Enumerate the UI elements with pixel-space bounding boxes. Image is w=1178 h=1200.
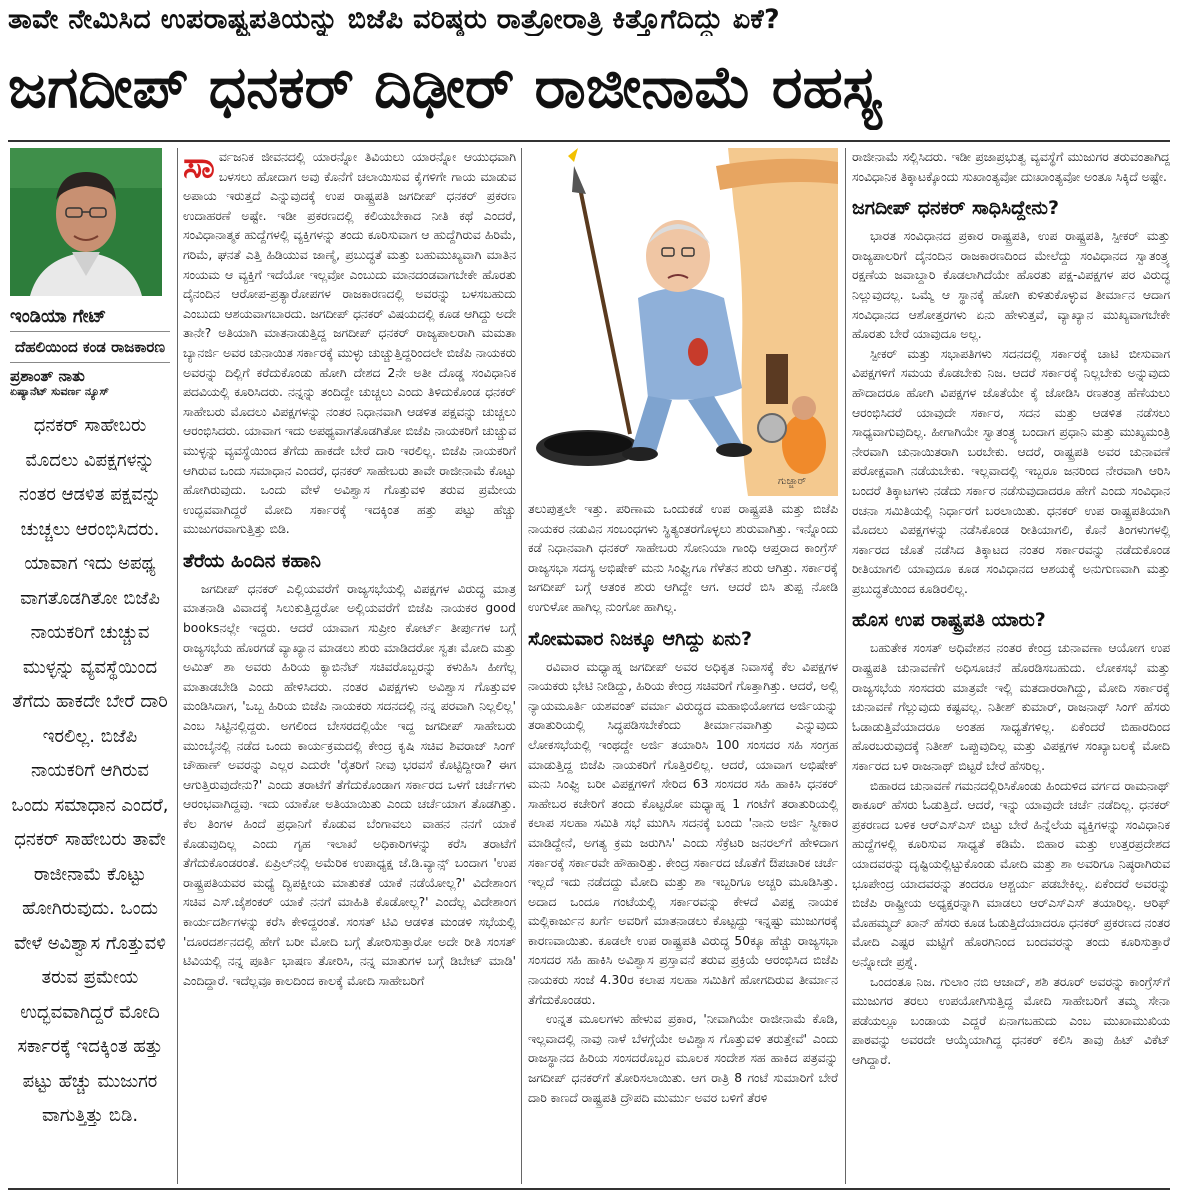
- article-paragraph: ಒಂದಂತೂ ನಿಜ. ಗುಲಾಂ ನಬಿ ಆಜಾದ್, ಶಶಿ ತರೂರ್ ಅವರನ್ನು ಕಾಂಗ್ರೆಸ್‌ಗೆ ಮುಜುಗರ ತರಲು ಉಪಯೋಗಿಸುತ್ತಿದ್ದ ಮೋದಿ ಸಾಹೇಬರಿಗೆ ತಮ್ಮ ಸೇನಾ ಪಡೆಯಲ್ಲೂ ಬಂಡಾಯ ಎದ್ದರೆ ಏನಾಗಬಹುದು ಎಂಬ ಮುಖಾಮುಖಿಯ ಪಾಠವನ್ನು ಅವರದೇ ಆಯ್ಕೆಯಾಗಿದ್ದ ಧನಕರ್ ಕಲಿಸಿ ತಾವು ಹಿಟ್ ವಿಕೆಟ್ ಆಗಿದ್ದಾರೆ.: [852, 974, 1170, 1067]
- byline-column: [10, 148, 170, 1182]
- author-name: ಪ್ರಶಾಂತ್ ನಾತು: [10, 367, 85, 385]
- author-outlet: ಏಷ್ಯಾನೆಟ್ ಸುವರ್ಣ ನ್ಯೂಸ್: [10, 385, 109, 398]
- section-heading: ಸೋಮವಾರ ನಿಜಕ್ಕೂ ಆಗಿದ್ದು ಏನು?: [528, 627, 752, 650]
- article-paragraph: ಉನ್ನತ ಮೂಲಗಳು ಹೇಳುವ ಪ್ರಕಾರ, 'ನೀವಾಗಿಯೇ ರಾಜೀನಾಮೆ ಕೊಡಿ, ಇಲ್ಲವಾದಲ್ಲಿ ನಾವು ನಾಳೆ ಬೆಳಗ್ಗೆಯೇ ಅವಿಶ್ವಾಸ ಗೊತ್ತುವಳಿ ತರುತ್ತೇವೆ' ಎಂದು ರಾಜಸ್ಥಾನದ ಹಿರಿಯ ಸಂಸದರೊಬ್ಬರ ಮೂಲಕ ಸಂದೇಶ ಸಹ ಹಾಕಿದ ಪತ್ರವನ್ನು ಜಗದೀಪ್ ಧನಕರ್‌ಗೆ ತೋರಿಸಲಾಯಿತು. ಆಗ ರಾತ್ರಿ 8 ಗಂಟೆ ಸುಮಾರಿಗೆ ಬೇರೆ ದಾರಿ ಕಾಣದೆ ರಾಷ್ಟ್ರಪತಿ ದ್ರೌಪದಿ ಮುರ್ಮು ಅವರ ಬಳಿಗೆ ತೆರಳಿ: [528, 1012, 838, 1105]
- column-divider: [521, 148, 522, 1184]
- section-heading: ಜಗದೀಪ್ ಧನಕರ್ ಸಾಧಿಸಿದ್ದೇನು?: [852, 197, 1059, 220]
- article-column-3: [528, 500, 838, 1184]
- article-paragraph: ತಲುಪುತ್ತಲೇ ಇತ್ತು. ಪರಿಣಾಮ ಒಂದುಕಡೆ ಉಪ ರಾಷ್ಟ್ರಪತಿ ಮತ್ತು ಬಿಜೆಪಿ ನಾಯಕರ ನಡುವಿನ ಸಂಬಂಧಗಳು ಸ್ಥಿತ್ಯಂತರಗೊಳ್ಳಲು ಶುರುವಾಗಿತ್ತು. ಇನ್ನೊಂದು ಕಡೆ ನಿಧಾನವಾಗಿ ಧನಕರ್ ಸಾಹೇಬರು ಸೋನಿಯಾ ಗಾಂಧಿ ಆಪ್ತರಾದ ಕಾಂಗ್ರೆಸ್ ರಾಜ್ಯಸಭಾ ಸದಸ್ಯ ಅಭಿಷೇಕ್ ಮನು ಸಿಂಘ್ವಿಗೂ ಗೆಳೆತನ ಶುರು ಆಗಿತ್ತು. ಸರ್ಕಾರಕ್ಕೆ ಜಗದೀಪ್ ಬಗ್ಗೆ ಆತಂಕ ಶುರು ಆಗಿದ್ದೇ ಆಗ. ಆದರೆ ಬಿಸಿ ತುಪ್ಪ ನೋಡಿ ಉಗುಳೋ ಹಾಗಿಲ್ಲ ನುಂಗೋ ಹಾಗಿಲ್ಲ.: [528, 502, 838, 614]
- column-divider: [177, 148, 178, 1184]
- column-name: ಇಂಡಿಯಾ ಗೇಟ್: [10, 306, 107, 327]
- kicker-line: ತಾವೇ ನೇಮಿಸಿದ ಉಪರಾಷ್ಟ್ರಪತಿಯನ್ನು ಬಿಜೆಪಿ ವರಿಷ್ಠರು ರಾತ್ರೋರಾತ್ರಿ ಕಿತ್ತೊಗೆದಿದ್ದು ಏಕೆ?: [8, 4, 780, 35]
- column-divider: [845, 148, 846, 1184]
- bottom-rule: [8, 1188, 1170, 1190]
- article-paragraph: ಭಾರತ ಸಂವಿಧಾನದ ಪ್ರಕಾರ ರಾಷ್ಟ್ರಪತಿ, ಉಪ ರಾಷ್ಟ್ರಪತಿ, ಸ್ಪೀಕರ್ ಮತ್ತು ರಾಜ್ಯಪಾಲರಿಗೆ ದೈನಂದಿನ ರಾಜಕಾರಣದಿಂದ ಮೇಲೆದ್ದು ಸಂವಿಧಾನದ ಸ್ವಾತಂತ್ರ್ಯ ರಕ್ಷಣೆಯ ಜವಾಬ್ದಾರಿ ಕೊಡಲಾಗಿದೆಯೇ ಹೊರತು ಪಕ್ಷ-ವಿಪಕ್ಷಗಳ ಪರ ವಿರುದ್ಧ ನಿಲ್ಲುವುದಲ್ಲ. ಒಮ್ಮೆ ಆ ಸ್ಥಾನಕ್ಕೆ ಹೋಗಿ ಕುಳಿತುಕೊಳ್ಳುವ ತೀರ್ಮಾನ ಆದಾಗ ಸಂವಿಧಾನದ ಆಶೋತ್ತರಗಳು ಏನು ಹೇಳುತ್ತವೆ, ವ್ಯಾಖ್ಯಾನ ಮುಖ್ಯವಾಗಬೇಕೇ ಹೊರತು ಬೇರೆ ಯಾವುದೂ ಅಲ್ಲ.: [852, 229, 1170, 342]
- article-paragraph: [183, 148, 516, 540]
- article-column-4: [852, 148, 1170, 1182]
- section-heading: ತೆರೆಯ ಹಿಂದಿನ ಕಹಾನಿ: [183, 549, 321, 572]
- section-heading: ಹೊಸ ಉಪ ರಾಷ್ಟ್ರಪತಿ ಯಾರು?: [852, 609, 1046, 632]
- article-paragraph: ಸ್ಪೀಕರ್ ಮತ್ತು ಸಭಾಪತಿಗಳು ಸದನದಲ್ಲಿ ಸರ್ಕಾರಕ್ಕೆ ಚಾಟಿ ಬೀಸುವಾಗ ವಿಪಕ್ಷಗಳಿಗೆ ಸಮಯ ಕೊಡಬೇಕು ನಿಜ. ಆದರೆ ಸರ್ಕಾರಕ್ಕೆ ನಿಲ್ಲಬೇಕು ಅನ್ನುವುದು ಹೌದಾದರೂ ಹೋಗಿ ವಿಪಕ್ಷಗಳ ಜೊತೆಯೇ ಕೈ ಜೋಡಿಸಿ ರಣತಂತ್ರ ಹೆಣೆಯಲು ಆರಂಭಿಸಿದರೆ ಯಾವುದೇ ಸರ್ಕಾರ, ಸದನ ಮತ್ತು ಆಡಳಿತ ನಡೆಸಲು ಸಾಧ್ಯವಾಗುವುದಿಲ್ಲ. ಹೀಗಾಗಿಯೇ ಸ್ವಾತಂತ್ರ್ಯ ಬಂದಾಗ ಪ್ರಧಾನಿ ಮತ್ತು ಮುಖ್ಯಮಂತ್ರಿ ನೇರವಾಗಿ ಚುನಾಯಿತರಾಗಿ ಬರಬೇಕು. ಆದರೆ, ರಾಷ್ಟ್ರಪತಿ ಅವರ ಚುನಾವಣೆ ಪರೋಕ್ಷವಾಗಿ ನಡೆಯಬೇಕು. ಇಲ್ಲವಾದಲ್ಲಿ ಇಬ್ಬರೂ ಜನರಿಂದ ನೇರವಾಗಿ ಆರಿಸಿ ಬಂದರೆ ತಿಕ್ಕಾಟಗಳು ನಡೆದು ಸರ್ಕಾರ ನಡೆಸುವುದಾದರೂ ಹೇಗೆ ಎಂದು ಸಂವಿಧಾನ ರಚನಾ ಸಮಿತಿಯಲ್ಲಿ ನಿರ್ಧಾರಗೆ ಬರಲಾಯಿತು. ಧನಕರ್ ಉಪ ರಾಷ್ಟ್ರಪತಿಯಾಗಿ ಮೊದಲು ವಿಪಕ್ಷಗಳನ್ನು ನಡೆಸಿಕೊಂಡ ರೀತಿಯಾಗಲಿ, ಕೊನೆ ತಿಂಗಳುಗಳಲ್ಲಿ ಸರ್ಕಾರದ ಜೊತೆ ನಡೆಸಿದ ತಿಕ್ಕಾಟದ ನಂತರ ಸರ್ಕಾರವನ್ನು ನಡೆದುಕೊಂಡ ರೀತಿಯಾಗಲಿ ಯಾವುದೂ ಕೂಡ ಸಂವಿಧಾನದ ಆಶಯಕ್ಕೆ ಅನುಗುಣವಾಗಿ ಮತ್ತು ಪ್ರಬುದ್ಧತೆಯಿಂದ ಕೂಡಿರಲಿಲ್ಲ.: [852, 346, 1170, 596]
- cartoon-illustration: [528, 148, 838, 496]
- cartoonist-signature: ಗುಜ್ಜಾರ್: [778, 476, 807, 487]
- pullquote: ಧನಕರ್ ಸಾಹೇಬರು ಮೊದಲು ವಿಪಕ್ಷಗಳನ್ನು ನಂತರ ಆಡಳಿತ ಪಕ್ಷವನ್ನು ಚುಚ್ಚಲು ಆರಂಭಿಸಿದರು. ಯಾವಾಗ ಇದು ಅಪಥ್ಯ ವಾಗತೊಡಗಿತೋ ಬಿಜೆಪಿ ನಾಯಕರಿಗೆ ಚುಚ್ಚುವ ಮುಳ್ಳನ್ನು ವ್ಯವಸ್ಥೆಯಿಂದ ತೆಗೆದು ಹಾಕದೇ ಬೇರೆ ದಾರಿ ಇರಲಿಲ್ಲ. ಬಿಜೆಪಿ ನಾಯಕರಿಗೆ ಆಗಿರುವ ಒಂದು ಸಮಾಧಾನ ಎಂದರೆ, ಧನಕರ್ ಸಾಹೇಬರು ತಾವೇ ರಾಜೀನಾಮೆ ಕೊಟ್ಟು ಹೋಗಿರುವುದು. ಒಂದು ವೇಳೆ ಅವಿಶ್ವಾಸ ಗೊತ್ತುವಳಿ ತರುವ ಪ್ರಮೇಯ ಉದ್ಭವವಾಗಿದ್ದರೆ ಮೋದಿ ಸರ್ಕಾರಕ್ಕೆ ಇದಕ್ಕಿಂತ ಹತ್ತು ಪಟ್ಟು ಹೆಚ್ಚು ಮುಜುಗರ ವಾಗುತ್ತಿತ್ತು ಬಿಡಿ.: [11, 415, 169, 1126]
- columnist-portrait: [10, 148, 162, 296]
- article-paragraph: ರಾಜೀನಾಮೆ ಸಲ್ಲಿಸಿದರು. ಇಡೀ ಪ್ರಜಾಪ್ರಭುತ್ವ ವ್ಯವಸ್ಥೆಗೆ ಮುಜುಗರ ತರುವಂತಾಗಿದ್ದ ಸಂವಿಧಾನಿಕ ತಿಕ್ಕಾಟಕ್ಕೊಂದು ಸುಖಾಂತ್ಯವೋ ದುಃಖಾಂತ್ಯವೋ ಅಂತೂ ಸಿಕ್ಕಿದೆ ಅಷ್ಟೇ.: [852, 150, 1170, 184]
- article-paragraph: ಬಿಹಾರದ ಚುನಾವಣೆ ಗಮನದಲ್ಲಿರಿಸಿಕೊಂಡು ಹಿಂದುಳಿದ ವರ್ಗದ ರಾಮನಾಥ್ ಠಾಕೂರ್ ಹೆಸರು ಓಡುತ್ತಿದೆ. ಆದರೆ, ಇನ್ನು ಯಾವುದೇ ಚರ್ಚೆ ನಡೆದಿಲ್ಲ. ಧನಕರ್ ಪ್ರಕರಣದ ಬಳಿಕ ಆರ್‌ಎಸ್‌ಎಸ್ ಬಿಟ್ಟು ಬೇರೆ ಹಿನ್ನೆಲೆಯ ವ್ಯಕ್ತಿಗಳನ್ನು ಸಂವಿಧಾನಿಕ ಹುದ್ದೆಗಳಲ್ಲಿ ಕೂರಿಸುವ ಸಾಧ್ಯತೆ ಕಡಿಮೆ. ಬಿಹಾರ ಮತ್ತು ಉತ್ತರಪ್ರದೇಶದ ಯಾದವರನ್ನು ದೃಷ್ಟಿಯಲ್ಲಿಟ್ಟುಕೊಂಡು ಮೋದಿ ಮತ್ತು ಶಾ ಅವರಿಗೂ ನಿಷ್ಠರಾಗಿರುವ ಭೂಪೇಂದ್ರ ಯಾದವರನ್ನು ತಂದರೂ ಆಶ್ಚರ್ಯ ಪಡಬೇಕಿಲ್ಲ. ಏಕೆಂದರೆ ಅವರನ್ನು ಬಿಜೆಪಿ ರಾಷ್ಟ್ರೀಯ ಅಧ್ಯಕ್ಷರನ್ನಾಗಿ ಮಾಡಲು ಆರ್‌ಎಸ್‌ಎಸ್ ತಯಾರಿಲ್ಲ. ಆರಿಫ್ ಮೊಹಮ್ಮದ್ ಖಾನ್ ಹೆಸರು ಕೂಡ ಓಡುತ್ತಿದೆಯಾದರೂ ಧನಕರ್ ಪ್ರಕರಣದ ನಂತರ ಮೋದಿ ಎಷ್ಟರ ಮಟ್ಟಿಗೆ ಹೊರಗಿನಿಂದ ಬಂದವರನ್ನು ತಂದು ಕೂರಿಸುತ್ತಾರೆ ಅನ್ನೋದೇ ಪ್ರಶ್ನೆ.: [852, 778, 1170, 969]
- paragraph-text: ರ್ವಜನಿಕ ಜೀವನದಲ್ಲಿ ಯಾರನ್ನೋ ತಿವಿಯಲು ಯಾರನ್ನೋ ಆಯುಧವಾಗಿ ಬಳಸಲು ಹೋದಾಗ ಅವು ಕೊನೆಗೆ ಚಲಾಯಿಸುವ ಕೈಗಳಿಗೇ ಗಾಯ ಮಾಡುವ ಅಪಾಯ ಇರುತ್ತದೆ ಎನ್ನುವುದಕ್ಕೆ ಉಪ ರಾಷ್ಟ್ರಪತಿ ಜಗದೀಪ್ ಧನಕರ್ ಪ್ರಕರಣ ಉದಾಹರಣೆ ಅಷ್ಟೇ. ಇಡೀ ಪ್ರಕರಣದಲ್ಲಿ ಕಲಿಯಬೇಕಾದ ನೀತಿ ಕಥೆ ಎಂದರೆ, ಸಂವಿಧಾನಾತ್ಮಕ ಹುದ್ದೆಗಳಲ್ಲಿ ವ್ಯಕ್ತಿಗಳನ್ನು ತಂದು ಕೂರಿಸುವಾಗ ಆ ಹುದ್ದೆಗಿರುವ ಹಿರಿಮೆ, ಗರಿಮೆ, ಘನತೆ ಎತ್ತಿ ಹಿಡಿಯುವ ಜಾಣ್ಮೆ, ಪ್ರಬುದ್ಧತೆ ಮತ್ತು ಬಹುಮುಖ್ಯವಾಗಿ ಮಾತಿನ ಸಂಯಮ ಆ ವ್ಯಕ್ತಿಗೆ ಇದೆಯೋ ಇಲ್ಲವೋ ಎಂಬುದು ಮಾನದಂಡವಾಗಬೇಕೇ ಹೊರತು ದೈನಂದಿನ ಆರೋಪ-ಪ್ರತ್ಯಾರೋಪಗಳ ರಾಜಕಾರಣದಲ್ಲಿ ಅವರನ್ನು ಬಳಸಬಹುದು ಎಂಬುದು ಆಶಯವಾಗಬಾರದು. ಜಗದೀಪ್ ಧನಕರ್ ವಿಷಯದಲ್ಲಿ ಕೂಡ ಆಗಿದ್ದು ಅದೇ ತಾನೇ? ಅತಿಯಾಗಿ ಮಾತನಾಡುತ್ತಿದ್ದ ಜಗದೀಪ್ ಧನಕರ್ ರಾಜ್ಯಪಾಲರಾಗಿ ಮಮತಾ ಬ್ಯಾನರ್ಜಿ ಅವರ ಚುನಾಯಿತ ಸರ್ಕಾರಕ್ಕೆ ಮುಳ್ಳು ಚುಚ್ಚುತ್ತಿದ್ದರಿಂದಲೇ ಬಿಜೆಪಿ ನಾಯಕರು ಅವರನ್ನು ದಿಲ್ಲಿಗೆ ಕರೆದುಕೊಂಡು ಹೋಗಿ ದೇಶದ 2ನೇ ಅತೀ ದೊಡ್ಡ ಸಂವಿಧಾನಿಕ ಪದವಿಯಲ್ಲಿ ಕೂರಿಸಿದರು. ನನ್ನನ್ನು ತಂದಿದ್ದೇ ಚುಚ್ಚಲು ಎಂದು ತಿಳಿದುಕೊಂಡ ಧನಕರ್ ಸಾಹೇಬರು ಮೊದಲು ವಿಪಕ್ಷಗಳನ್ನು ನಂತರ ನಿಧಾನವಾಗಿ ಆಡಳಿತ ಪಕ್ಷವನ್ನು ಚುಚ್ಚಲು ಆರಂಭಿಸಿದರು. ಯಾವಾಗ ಇದು ಅಪಥ್ಯವಾಗತೊಡಗಿತೋ ಬಿಜೆಪಿ ನಾಯಕರಿಗೆ ಚುಚ್ಚುವ ಮುಳ್ಳನ್ನು ವ್ಯವಸ್ಥೆಯಿಂದ ತೆಗೆದು ಹಾಕದೇ ಬೇರೆ ದಾರಿ ಇರಲಿಲ್ಲ. ಬಿಜೆಪಿ ನಾಯಕರಿಗೆ ಆಗಿರುವ ಒಂದು ಸಮಾಧಾನ ಎಂದರೆ, ಧನಕರ್ ಸಾಹೇಬರು ತಾವೇ ರಾಜೀನಾಮೆ ಕೊಟ್ಟು ಹೋಗಿರುವುದು. ಒಂದು ವೇಳೆ ಅವಿಶ್ವಾಸ ಗೊತ್ತುವಳಿ ತರುವ ಪ್ರಮೇಯ ಉದ್ಭವವಾಗಿದ್ದರೆ ಮೋದಿ ಸರ್ಕಾರಕ್ಕೆ ಇದಕ್ಕಿಂತ ಹತ್ತು ಪಟ್ಟು ಹೆಚ್ಚು ಮುಜುಗರವಾಗುತ್ತಿತ್ತು ಬಿಡಿ.: [183, 150, 516, 537]
- editorial-cartoon: [528, 148, 838, 496]
- article-paragraph: ಬಹುತೇಕ ಸಂಸತ್ ಅಧಿವೇಶನ ನಂತರ ಕೇಂದ್ರ ಚುನಾವಣಾ ಆಯೋಗ ಉಪ ರಾಷ್ಟ್ರಪತಿ ಚುನಾವಣೆಗೆ ಅಧಿಸೂಚನೆ ಹೊರಡಿಸಬಹುದು. ಲೋಕಸಭೆ ಮತ್ತು ರಾಜ್ಯಸಭೆಯ ಸಂಸದರು ಮಾತ್ರವೇ ಇಲ್ಲಿ ಮತದಾರರಾಗಿದ್ದು, ಮೋದಿ ಸರ್ಕಾರಕ್ಕೆ ಚುನಾವಣೆ ಗೆಲ್ಲುವುದು ಕಷ್ಟವಲ್ಲ. ನಿತೀಶ್ ಕುಮಾರ್, ರಾಜನಾಥ್ ಸಿಂಗ್ ಹೆಸರು ಓಡಾಡುತ್ತಿವೆಯಾದರೂ ಅಂತಹ ಸಾಧ್ಯತೆಗಳಿಲ್ಲ. ಏಕೆಂದರೆ ಬಿಹಾರದಿಂದ ಹೊರಬರುವುದಕ್ಕೆ ನಿತೀಶ್ ಒಪ್ಪುವುದಿಲ್ಲ ಮತ್ತು ವಿಪಕ್ಷಗಳ ಸಂಖ್ಯಾಬಲಕ್ಕೆ ಮೋದಿ ಸರ್ಕಾರದ ಬಳಿ ರಾಜನಾಥ್ ಬಿಟ್ಟರೆ ಬೇರೆ ಹೆಸರಿಲ್ಲ.: [852, 641, 1170, 774]
- divider: [10, 362, 170, 363]
- column-subtitle: ದೆಹಲಿಯಿಂದ ಕಂಡ ರಾಜಕಾರಣ: [14, 338, 165, 356]
- columnist-photo: [10, 148, 162, 296]
- drop-cap: ಸಾ: [183, 148, 215, 186]
- divider: [10, 331, 170, 332]
- article-paragraph: ಜಗದೀಪ್ ಧನಕರ್ ಎಲ್ಲಿಯವರೆಗೆ ರಾಜ್ಯಸಭೆಯಲ್ಲಿ ವಿಪಕ್ಷಗಳ ವಿರುದ್ಧ ಮಾತ್ರ ಮಾತನಾಡಿ ವಿವಾದಕ್ಕೆ ಸಿಲುಕುತ್ತಿದ್ದರೋ ಅಲ್ಲಿಯವರೆಗೆ ಬಿಜೆಪಿ ನಾಯಕರ good booksನಲ್ಲೇ ಇದ್ದರು. ಆದರೆ ಯಾವಾಗ ಸುಪ್ರೀಂ ಕೋರ್ಟ್ ತೀರ್ಪುಗಳ ಬಗ್ಗೆ ರಾಜ್ಯಸಭೆಯ ಹೊರಗಡೆ ವ್ಯಾಖ್ಯಾನ ಮಾಡಲು ಶುರು ಮಾಡಿದರೋ ಸ್ವತಃ ಮೋದಿ ಮತ್ತು ಅಮಿತ್ ಶಾ ಅವರು ಹಿರಿಯ ಕ್ಯಾಬಿನೆಟ್ ಸಚಿವರೊಬ್ಬರನ್ನು ಕಳುಹಿಸಿ ಹೀಗೆಲ್ಲ ಮಾತಾಡಬೇಡಿ ಎಂದು ಹೇಳಿಸಿದರು. ನಂತರ ವಿಪಕ್ಷಗಳು ಅವಿಶ್ವಾಸ ಗೊತ್ತುವಳಿ ಮಂಡಿಸಿದಾಗ, 'ಒಬ್ಬ ಹಿರಿಯ ಬಿಜೆಪಿ ನಾಯಕರು ಸದನದಲ್ಲಿ ನನ್ನ ಪರವಾಗಿ ನಿಲ್ಲಲಿಲ್ಲ' ಎಂಬ ಸಿಟ್ಟಿನಲ್ಲಿದ್ದರು. ಅಗಲಿಂದ ಬೇಸರದಲ್ಲಿಯೇ ಇದ್ದ ಜಗದೀಪ್ ಸಾಹೇಬರು ಮುಂಬೈನಲ್ಲಿ ನಡೆದ ಒಂದು ಕಾರ್ಯಕ್ರಮದಲ್ಲಿ ಕೇಂದ್ರ ಕೃಷಿ ಸಚಿವ ಶಿವರಾಜ್ ಸಿಂಗ್ ಚೌಹಾಣ್ ಅವರನ್ನು ಎಲ್ಲರ ಎದುರೇ 'ರೈತರಿಗೆ ನೀವು ಭರವಸೆ ಕೊಟ್ಟಿದ್ದೀರಾ? ಈಗ ಆಗುತ್ತಿರುವುದೇನು?' ಎಂದು ತರಾಟೆಗೆ ತೆಗೆದುಕೊಂಡಾಗ ಸರ್ಕಾರದ ಒಳಗೆ ಚರ್ಚೆಗಳು ಆರಂಭವಾಗಿದ್ದವು. ಇದು ಯಾಕೋ ಅತಿಯಾಯಿತು ಎಂದು ಚರ್ಚೆಯಾಗ ತೊಡಗಿತ್ತು. ಕೆಲ ತಿಂಗಳ ಹಿಂದೆ ಪ್ರಧಾನಿಗೆ ಕೊಡುವ ಬೆಂಗಾವಲು ವಾಹನ ನನಗೆ ಯಾಕೆ ಕೊಡುವುದಿಲ್ಲ ಎಂದು ಗೃಹ ಇಲಾಖೆ ಅಧಿಕಾರಿಗಳನ್ನು ಕರೆಸಿ ತರಾಟೆಗೆ ತೆಗೆದುಕೊಂಡರಂತೆ. ಏಪ್ರಿಲ್‌ನಲ್ಲಿ ಅಮೆರಿಕ ಉಪಾಧ್ಯಕ್ಷ ಜೆ.ಡಿ.ವ್ಯಾನ್ಸ್ ಬಂದಾಗ 'ಉಪ ರಾಷ್ಟ್ರಪತಿಯವರ ಮಧ್ಯೆ ದ್ವಿಪಕ್ಷೀಯ ಮಾತುಕತೆ ಯಾಕೆ ನಡೆಯೋಲ್ಲ?' ವಿದೇಶಾಂಗ ಸಚಿವ ಎಸ್.ಜೈಶಂಕರ್ ಯಾಕೆ ನನಗೆ ಮಾಹಿತಿ ಕೊಡೋಲ್ಲ?' ಎಂದೆಲ್ಲ ವಿದೇಶಾಂಗ ಕಾರ್ಯದರ್ಶಿಗಳನ್ನು ಕರೆಸಿ ಕೇಳಿದ್ದರಂತೆ. ಸಂಸತ್ ಟಿವಿ ಆಡಳಿತ ಮಂಡಳಿ ಸಭೆಯಲ್ಲಿ 'ದೂರದರ್ಶನದಲ್ಲಿ ಹೇಗೆ ಬರೀ ಮೋದಿ ಬಗ್ಗೆ ತೋರಿಸುತ್ತಾರೋ ಅದೇ ರೀತಿ ಸಂಸತ್ ಟಿವಿಯಲ್ಲಿ ನನ್ನ ಪೂರ್ತಿ ಭಾಷಣ ತೋರಿಸಿ, ನನ್ನ ಮಾತುಗಳ ಬಗ್ಗೆ ಡಿಬೇಟ್ ಮಾಡಿ' ಎಂದಿದ್ದಾರೆ. ಇದೆಲ್ಲವೂ ಕಾಲದಿಂದ ಕಾಲಕ್ಕೆ ಮೋದಿ ಸಾಹೇಬರಿಗೆ: [183, 581, 516, 988]
- article-paragraph: ರವಿವಾರ ಮಧ್ಯಾಹ್ನ ಜಗದೀಪ್ ಅವರ ಅಧಿಕೃತ ನಿವಾಸಕ್ಕೆ ಕೆಲ ವಿಪಕ್ಷಗಳ ನಾಯಕರು ಭೇಟಿ ನೀಡಿದ್ದು, ಹಿರಿಯ ಕೇಂದ್ರ ಸಚಿವರಿಗೆ ಗೊತ್ತಾಗಿತ್ತು. ಆದರೆ, ಅಲ್ಲಿ ನ್ಯಾಯಮೂರ್ತಿ ಯಶವಂತ್ ವರ್ಮಾ ವಿರುದ್ಧದ ಮಹಾಭಿಯೋಗದ ಅರ್ಜಿಯನ್ನು ತರಾತುರಿಯಲ್ಲಿ ಸಿದ್ಧಪಡಿಸಬೇಕೆಂದು ತೀರ್ಮಾನವಾಗಿತ್ತು ಎನ್ನುವುದು ಲೋಕಸಭೆಯಲ್ಲಿ ಇಂಥದ್ದೇ ಅರ್ಜಿ ತಯಾರಿಸಿ 100 ಸಂಸದರ ಸಹಿ ಸಂಗ್ರಹ ಮಾಡುತ್ತಿದ್ದ ಬಿಜೆಪಿ ನಾಯಕರಿಗೆ ಗೊತ್ತಿರಲಿಲ್ಲ. ಆದರೆ, ಯಾವಾಗ ಅಭಿಷೇಕ್ ಮನು ಸಿಂಘ್ವಿ ಬರೀ ವಿಪಕ್ಷಗಳಿಗೆ ಸೇರಿದ 63 ಸಂಸದರ ಸಹಿ ಹಾಕಿಸಿ ಧನಕರ್ ಸಾಹೇಬರ ಕಚೇರಿಗೆ ತಂದು ಕೊಟ್ಟರೋ ಮಧ್ಯಾಹ್ನ 1 ಗಂಟೆಗೆ ತರಾತುರಿಯಲ್ಲಿ ಕಲಾಪ ಸಲಹಾ ಸಮಿತಿ ಸಭೆ ಮುಗಿಸಿ ಸದನಕ್ಕೆ ಬಂದು 'ನಾನು ಅರ್ಜಿ ಸ್ವೀಕಾರ ಮಾಡಿದ್ದೇನೆ, ಅಗತ್ಯ ಕ್ರಮ ಜರುಗಿಸಿ' ಎಂದು ಸೆಕ್ರೆಟರಿ ಜನರಲ್‌ಗೆ ಹೇಳಿದಾಗ ಸರ್ಕಾರಕ್ಕೆ ಸರ್ಕಾರವೇ ಹೌಹಾರಿತ್ತು. ಕೇಂದ್ರ ಸರ್ಕಾರದ ಜೊತೆಗೆ ಔಪಚಾರಿಕ ಚರ್ಚೆ ಇಲ್ಲದೆ ಇದು ನಡೆದದ್ದು ಮೋದಿ ಮತ್ತು ಶಾ ಇಬ್ಬರಿಗೂ ಅಚ್ಚರಿ ಮೂಡಿಸಿತ್ತು. ಅದಾದ ಒಂದೂ ಗಂಟೆಯಲ್ಲಿ ಸರ್ಕಾರವನ್ನು ಕೇಳದೆ ವಿಪಕ್ಷ ನಾಯಕ ಮಲ್ಲಿಕಾರ್ಜುನ ಖರ್ಗೆ ಅವರಿಗೆ ಮಾತನಾಡಲು ಕೊಟ್ಟದ್ದು ಇನ್ನಷ್ಟು ಮುಜುಗರಕ್ಕೆ ಕಾರಣವಾಯಿತು. ಕೂಡಲೇ ಉಪ ರಾಷ್ಟ್ರಪತಿ ವಿರುದ್ಧ 50ಕ್ಕೂ ಹೆಚ್ಚು ರಾಜ್ಯಸಭಾ ಸಂಸದರ ಸಹಿ ಹಾಕಿಸಿ ಅವಿಶ್ವಾಸ ಪ್ರಸ್ತಾವನೆ ತರುವ ಪ್ರಕ್ರಿಯೆ ಆರಂಭಿಸಿದ ಬಿಜೆಪಿ ನಾಯಕರು ಸಂಜೆ 4.30ರ ಕಲಾಪ ಸಲಹಾ ಸಮಿತಿಗೆ ಹೋಗದಿರುವ ತೀರ್ಮಾನ ತೆಗೆದುಕೊಂಡರು.: [528, 659, 838, 1007]
- headline: ಜಗದೀಪ್ ಧನಕರ್ ದಿಢೀರ್ ರಾಜೀನಾಮೆ ರಹಸ್ಯ: [8, 53, 882, 121]
- top-rule: [8, 140, 1170, 142]
- article-column-2: [183, 148, 516, 1182]
